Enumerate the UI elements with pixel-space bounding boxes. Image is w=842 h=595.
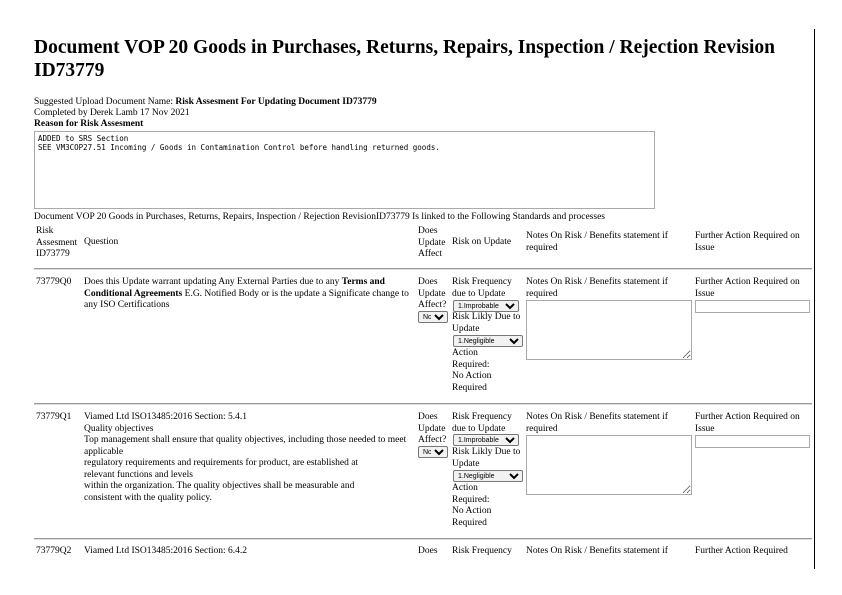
row-divider [34,538,812,540]
further-action-label: Further Action Required on Issue [695,277,800,299]
notes-label: Notes On Risk / Benefits statement if [526,546,668,556]
header-further-action: Further Action Required on Issue [695,231,800,253]
risk-frequency-select[interactable] [453,300,519,312]
question-bold-text: Terms and Conditional Agreements [84,277,385,299]
row-question: Viamed Ltd ISO13485:2016 Section: 6.4.2 [84,546,248,556]
header-question: Question [84,237,119,247]
reason-textarea[interactable]: ADDED to SRS Section SEE VM3COP27.51 Incoming / Goods in Contamination Control before handling returned goods. [34,131,655,209]
further-action-input[interactable] [695,435,810,448]
upload-label: Suggested Upload Document Name: [34,97,174,107]
notes-label: Notes On Risk / Benefits statement if required [526,412,668,434]
does-update-label: Does [418,546,438,556]
risk-frequency-label: Risk Frequency [452,546,512,556]
notes-label: Notes On Risk / Benefits statement if required [526,277,668,299]
row-question: Does this Update warrant updating Any External Parties due to any Terms and Conditional Agreements E.G. Notified Body or is the update a Significate change to any ISO Certifications [84,277,409,310]
action-required-value: No Action Required [452,371,492,393]
row-question: Viamed Ltd ISO13485:2016 Section: 5.4.1 Quality objectives Top management shall ensure that quality objectives, including those needed to meet applicable regulatory requirements and requirements for product, are established at relevant functions and levels within the organization. The quality objectives shall be measurable and consistent with the quality policy. [84,412,407,503]
row-id: 73779Q0 [36,277,72,287]
action-required-label: Action Required: [452,348,490,370]
upload-name: Risk Assesment For Updating Document ID73779 [175,97,377,107]
upload-name-line [34,97,377,108]
action-required-value: No Action Required [452,506,492,528]
risk-likely-select[interactable] [453,470,523,482]
risk-frequency-select[interactable] [453,434,519,446]
further-action-label: Further Action Required [695,546,788,556]
row-divider [34,403,812,405]
action-required-label: Action Required: [452,483,490,505]
page-title: Document VOP 20 Goods in Purchases, Returns, Repairs, Inspection / Rejection Revision ID73779 [34,37,775,81]
does-update-label: Does Update Affect? [418,412,447,445]
does-update-select[interactable] [418,446,448,458]
does-update-label: Does Update Affect? [418,277,447,310]
risk-likely-label: Risk Likly Due to Update [452,312,521,334]
header-does-update: Does Update Affect [418,226,446,259]
page-edge-rule [814,29,815,569]
notes-textarea[interactable] [526,300,692,360]
further-action-input[interactable] [695,300,810,313]
risk-likely-select[interactable] [453,335,523,347]
does-update-select[interactable] [418,311,448,323]
risk-frequency-label: Risk Frequency due to Update [452,277,512,299]
completed-by: Completed by Derek Lamb 17 Nov 2021 [34,108,190,118]
risk-frequency-label: Risk Frequency due to Update [452,412,512,434]
reason-label: Reason for Risk Assesment [34,119,144,129]
linked-standards-text: Document VOP 20 Goods in Purchases, Returns, Repairs, Inspection / Rejection RevisionID73779 Is linked to the Following Standards and processes [34,212,605,222]
further-action-label: Further Action Required on Issue [695,412,800,434]
document-meta [34,97,377,130]
header-risk-id: Risk Assesment ID73779 [36,226,78,259]
row-divider [34,268,812,270]
row-id: 73779Q2 [36,546,72,556]
header-risk-on-update: Risk on Update [452,237,512,247]
risk-likely-label: Risk Likly Due to Update [452,447,521,469]
notes-textarea[interactable] [526,435,692,495]
row-id: 73779Q1 [36,412,72,422]
header-notes: Notes On Risk / Benefits statement if required [526,231,668,253]
